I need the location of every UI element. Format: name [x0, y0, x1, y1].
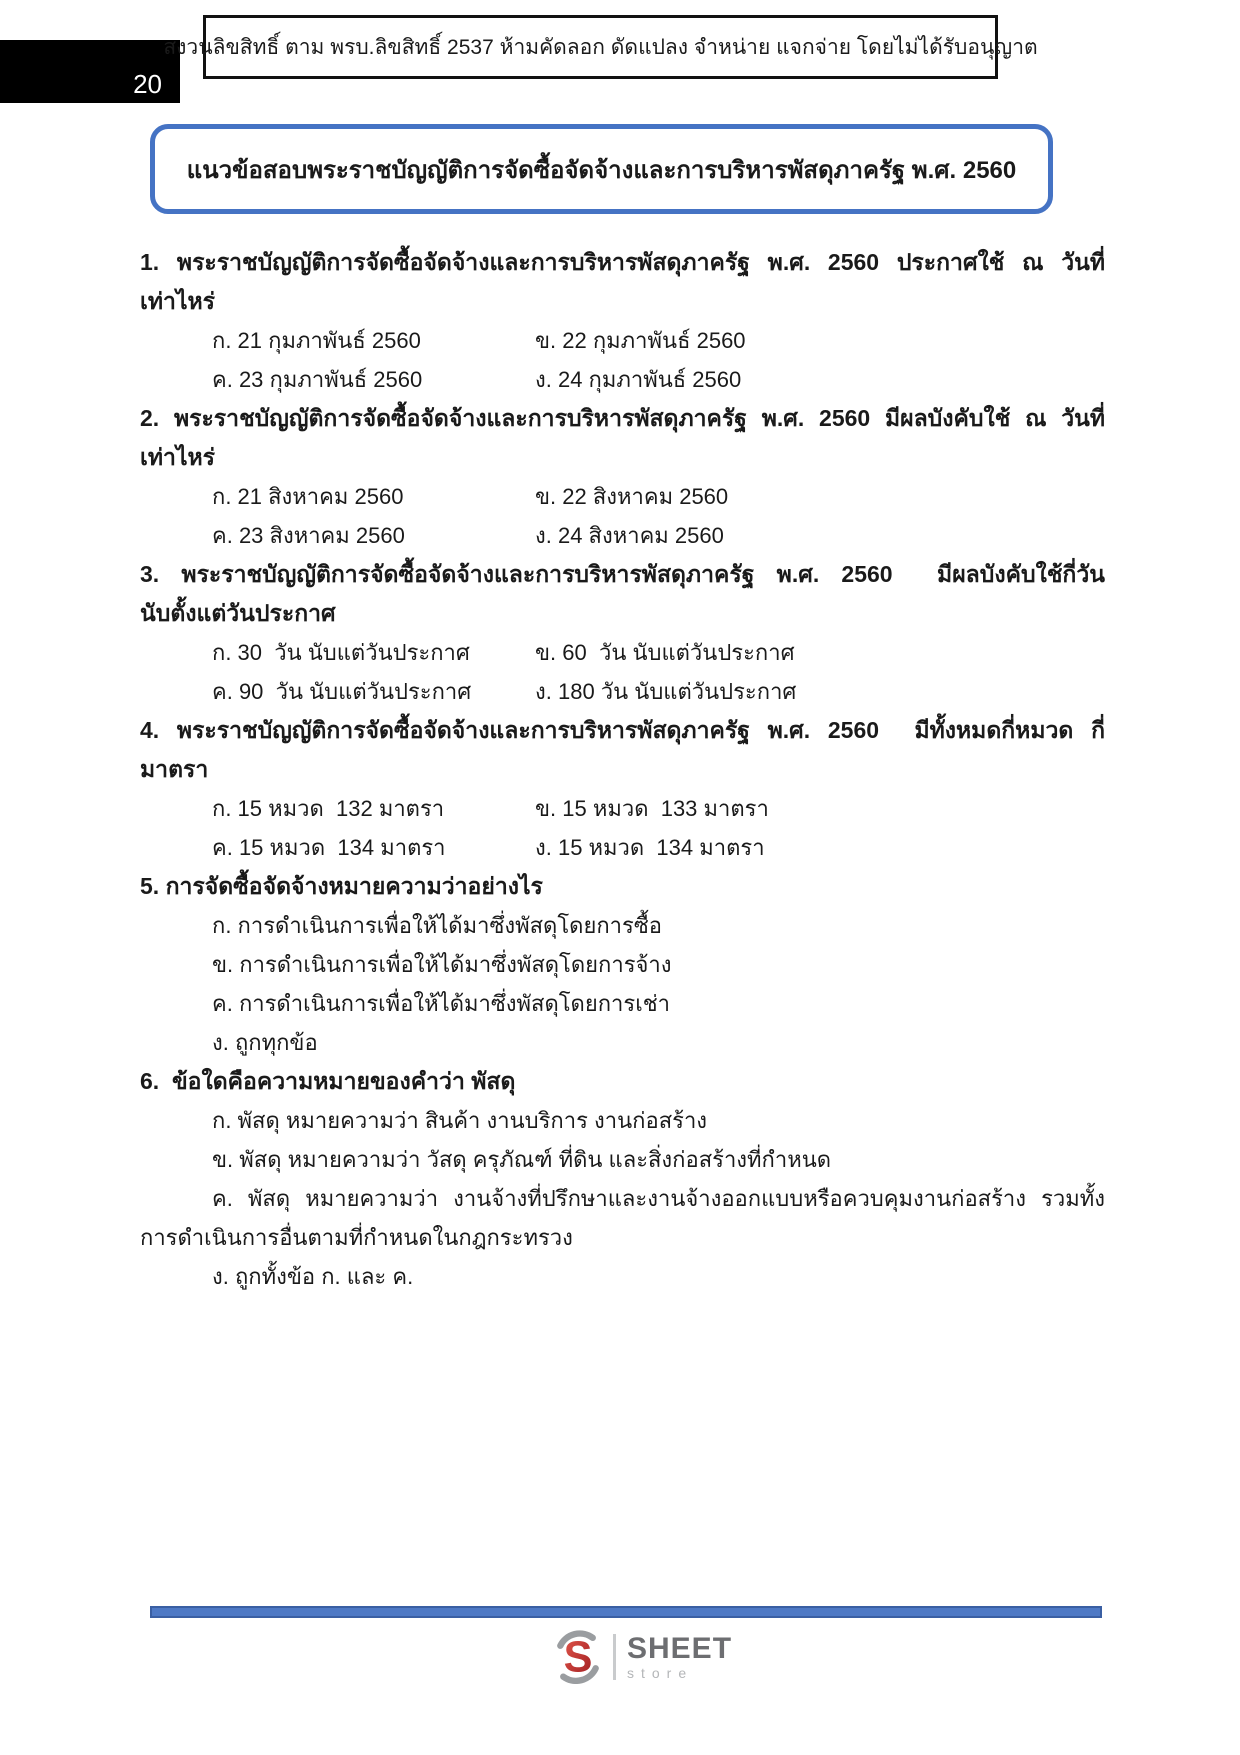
copyright-notice-box: [163, 15, 1038, 79]
sheet-store-logo-icon: [552, 1630, 604, 1684]
choice-option: ก. การดำเนินการเพื่อให้ได้มาซึ่งพัสดุโดยการซื้อ: [212, 913, 662, 938]
question-block: [140, 243, 1105, 399]
choice-row: [140, 360, 1105, 399]
choice-option: ข. พัสดุ หมายความว่า วัสดุ ครุภัณฑ์ ที่ดิน และสิ่งก่อสร้างที่กำหนด: [212, 1147, 832, 1172]
question-block: [140, 867, 1105, 1062]
choice-row: [140, 633, 1105, 672]
choice-row: [140, 321, 1105, 360]
question-line: 3. พระราชบัญญัติการจัดซื้อจัดจ้างและการบริหารพัสดุภาครัฐ พ.ศ. 2560 มีผลบังคับใช้กี่วัน: [140, 561, 1105, 587]
document-title-box: [150, 124, 1053, 214]
choice-option: ข. 22 สิงหาคม 2560: [535, 484, 729, 509]
choice-row: [140, 516, 1105, 555]
choice-option: ง. 15 หมวด 134 มาตรา: [535, 835, 765, 860]
svg-text:S: S: [563, 1633, 593, 1682]
choice-option: ก. พัสดุ หมายความว่า สินค้า งานบริการ งานก่อสร้าง: [212, 1108, 708, 1133]
choice-option: ข. 22 กุมภาพันธ์ 2560: [535, 328, 746, 353]
choice-option: ก. 21 สิงหาคม 2560: [212, 484, 404, 509]
brand-name: SHEET: [627, 1631, 733, 1665]
question-block: [140, 555, 1105, 711]
choice-option: ก. 15 หมวด 132 มาตรา: [212, 796, 445, 821]
question-block: [140, 1062, 1105, 1296]
question-block: [140, 711, 1105, 867]
document-title: แนวข้อสอบพระราชบัญญัติการจัดซื้อจัดจ้างและการบริหารพัสดุภาครัฐ พ.ศ. 2560: [186, 156, 1017, 184]
copyright-notice: สงวนลิขสิทธิ์ ตาม พรบ.ลิขสิทธิ์ 2537 ห้ามคัดลอก ดัดแปลง จำหน่าย แจกจ่าย โดยไม่ได้รับอนุญาต: [163, 35, 1038, 59]
question-block: [140, 399, 1105, 555]
choice-option: ค. 15 หมวด 134 มาตรา: [212, 835, 446, 860]
choice-option: ข. การดำเนินการเพื่อให้ได้มาซึ่งพัสดุโดยการจ้าง: [212, 952, 672, 977]
choice-option: ค. 23 สิงหาคม 2560: [212, 523, 405, 548]
choice-option: ง. ถูกทั้งข้อ ก. และ ค.: [212, 1264, 414, 1289]
choice-option: ง. 24 กุมภาพันธ์ 2560: [535, 367, 742, 392]
question-line: เท่าไหร่: [140, 444, 216, 470]
choice-option: ง. ถูกทุกข้อ: [212, 1030, 318, 1055]
choice-option: ข. 60 วัน นับแต่วันประกาศ: [535, 640, 795, 665]
page-number-box: [0, 40, 180, 103]
choice-row: [140, 477, 1105, 516]
question-line: 2. พระราชบัญญัติการจัดซื้อจัดจ้างและการบริหารพัสดุภาครัฐ พ.ศ. 2560 มีผลบังคับใช้ ณ วันที่: [140, 405, 1105, 431]
question-line: 5. การจัดซื้อจัดจ้างหมายความว่าอย่างไร: [140, 873, 543, 899]
brand-subtitle: store: [627, 1664, 694, 1681]
choice-option: ก. 30 วัน นับแต่วันประกาศ: [212, 640, 470, 665]
question-line: 1. พระราชบัญญัติการจัดซื้อจัดจ้างและการบริหารพัสดุภาครัฐ พ.ศ. 2560 ประกาศใช้ ณ วันที่: [140, 249, 1105, 275]
choice-option: ค. 23 กุมภาพันธ์ 2560: [212, 367, 423, 392]
choice-option: ง. 24 สิงหาคม 2560: [535, 523, 724, 548]
logo-divider: [613, 1634, 616, 1680]
choice-row: [140, 672, 1105, 711]
question-line: นับตั้งแต่วันประกาศ: [140, 600, 336, 626]
choice-option: ข. 15 หมวด 133 มาตรา: [535, 796, 769, 821]
choice-option: ค. 90 วัน นับแต่วันประกาศ: [212, 679, 472, 704]
question-line: 6. ข้อใดคือความหมายของคำว่า พัสดุ: [140, 1068, 516, 1094]
choice-option: ค. พัสดุ หมายความว่า งานจ้างที่ปรึกษาและงานจ้างออกแบบหรือควบคุมงานก่อสร้าง รวมทั้ง: [212, 1186, 1105, 1211]
choice-option: ค. การดำเนินการเพื่อให้ได้มาซึ่งพัสดุโดยการเช่า: [212, 991, 671, 1016]
choice-row: [140, 828, 1105, 867]
question-line: 4. พระราชบัญญัติการจัดซื้อจัดจ้างและการบริหารพัสดุภาครัฐ พ.ศ. 2560 มีทั้งหมดกี่หมวด กี่: [140, 717, 1105, 743]
question-line: เท่าไหร่: [140, 288, 216, 314]
choice-row: [140, 789, 1105, 828]
choice-option: ง. 180 วัน นับแต่วันประกาศ: [535, 679, 797, 704]
question-line: มาตรา: [140, 756, 209, 782]
page-number: 20: [133, 69, 162, 99]
exam-questions: [140, 243, 1105, 1296]
sheet-store-logo: [552, 1630, 732, 1684]
choice-option: ก. 21 กุมภาพันธ์ 2560: [212, 328, 421, 353]
footer-divider-bar: [150, 1606, 1102, 1618]
choice-option: การดำเนินการอื่นตามที่กำหนดในกฎกระทรวง: [140, 1225, 573, 1250]
